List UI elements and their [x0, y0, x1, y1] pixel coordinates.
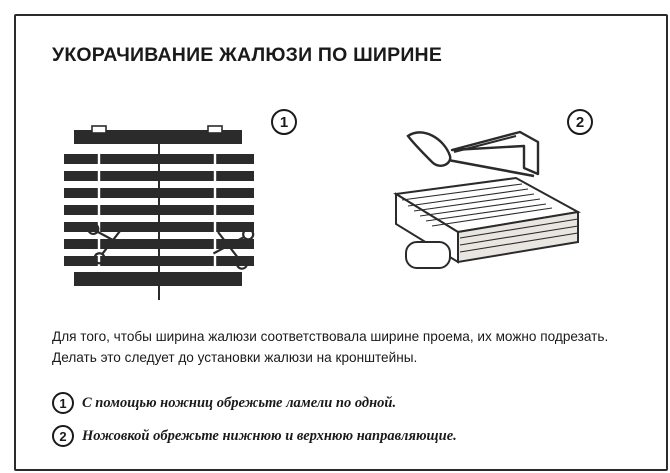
- step-2-text: Ножовкой обрежьте нижнюю и верхнюю направляющие.: [82, 427, 457, 444]
- page-title: УКОРАЧИВАНИЕ ЖАЛЮЗИ ПО ШИРИНЕ: [52, 44, 443, 66]
- intro-paragraph: Для того, чтобы ширина жалюзи соответствовала ширине проема, их можно подрезать. Делать это следует до установки жалюзи на кронштейны.: [52, 329, 609, 365]
- step-1-number: 1: [52, 392, 74, 414]
- figure-1-badge: 1: [271, 109, 297, 135]
- step-2: [52, 425, 457, 447]
- step-2-number: 2: [52, 425, 74, 447]
- figure-blinds-hacksaw: [388, 116, 598, 306]
- step-1-text: С помощью ножниц обрежьте ламели по одной.: [82, 394, 397, 411]
- figure-blinds-scissors: [50, 124, 290, 309]
- step-1: [52, 392, 396, 414]
- figure-2-badge: 2: [567, 109, 593, 135]
